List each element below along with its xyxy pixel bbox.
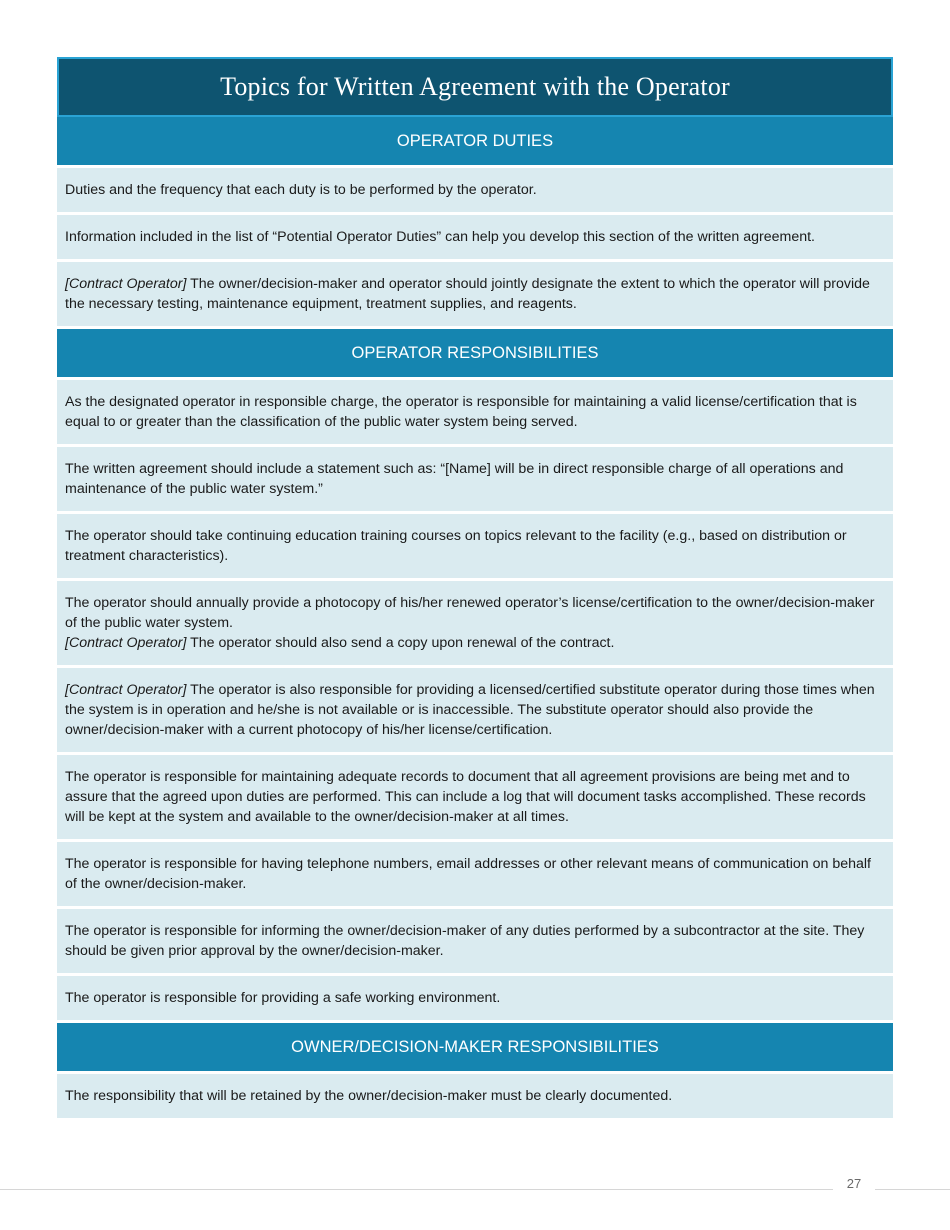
contract-operator-tag: [Contract Operator] xyxy=(65,276,187,292)
row-text: The operator is responsible for maintaining adequate records to document that all agreement provisions are being met and to assure that the agreed upon duties are performed. This can include a log that will document tasks accomplished. These records will be kept at the system and available to the owner/decision-maker at all times. xyxy=(65,769,866,825)
table-row xyxy=(57,168,893,212)
title-banner xyxy=(57,57,893,117)
table-row xyxy=(57,581,893,665)
row-text: The operator is responsible for informing the owner/decision-maker of any duties performed by a subcontractor at the site. They should be given prior approval by the owner/decision-maker. xyxy=(65,923,865,959)
table-row xyxy=(57,909,893,973)
table-row xyxy=(57,380,893,444)
row-text: As the designated operator in responsible charge, the operator is responsible for maintaining a valid license/certification that is equal to or greater than the classification of the public water system being served. xyxy=(65,394,857,430)
row-second-line xyxy=(65,633,885,653)
page-title: Topics for Written Agreement with the Operator xyxy=(220,72,730,101)
footer-rule-right xyxy=(875,1189,950,1190)
row-text: The operator is responsible for having telephone numbers, email addresses or other relevant means of communication on behalf of the owner/decision-maker. xyxy=(65,856,871,892)
table-row xyxy=(57,842,893,906)
section-heading-owner-responsibilities: OWNER/DECISION-MAKER RESPONSIBILITIES xyxy=(57,1023,893,1071)
table-row xyxy=(57,262,893,326)
table-row xyxy=(57,755,893,839)
table-row xyxy=(57,976,893,1020)
row-text: The operator should take continuing education training courses on topics relevant to the facility (e.g., based on distribution or treatment characteristics). xyxy=(65,528,847,564)
row-text: Information included in the list of “Potential Operator Duties” can help you develop this section of the written agreement. xyxy=(65,229,815,245)
row-text: The operator should annually provide a photocopy of his/her renewed operator’s license/certification to the owner/decision-maker of the public water system. xyxy=(65,595,875,631)
row-text: The owner/decision-maker and operator should jointly designate the extent to which the operator will provide the necessary testing, maintenance equipment, treatment supplies, and reagents. xyxy=(65,276,870,312)
document-page xyxy=(57,57,893,1118)
contract-operator-tag: [Contract Operator] xyxy=(65,635,187,651)
table-row xyxy=(57,514,893,578)
row-text: Duties and the frequency that each duty is to be performed by the operator. xyxy=(65,182,537,198)
section-heading-operator-responsibilities: OPERATOR RESPONSIBILITIES xyxy=(57,329,893,377)
page-footer xyxy=(0,1176,950,1196)
page-number: 27 xyxy=(846,1176,862,1191)
row-text: The responsibility that will be retained by the owner/decision-maker must be clearly documented. xyxy=(65,1088,673,1104)
contract-operator-tag: [Contract Operator] xyxy=(65,682,187,698)
row-text: The operator is responsible for providing a safe working environment. xyxy=(65,990,501,1006)
footer-rule-left xyxy=(0,1189,833,1190)
row-text: The written agreement should include a statement such as: “[Name] will be in direct responsible charge of all operations and maintenance of the public water system.” xyxy=(65,461,844,497)
table-row xyxy=(57,215,893,259)
row-text: The operator is also responsible for providing a licensed/certified substitute operator during those times when the system is in operation and he/she is not available or is inaccessible. The substitute operator should also provide the owner/decision-maker with a current photocopy of his/her license/certification. xyxy=(65,682,875,738)
row-text: The operator should also send a copy upon renewal of the contract. xyxy=(186,635,615,651)
section-heading-operator-duties: OPERATOR DUTIES xyxy=(57,117,893,165)
table-row xyxy=(57,447,893,511)
table-row xyxy=(57,668,893,752)
table-row xyxy=(57,1074,893,1118)
